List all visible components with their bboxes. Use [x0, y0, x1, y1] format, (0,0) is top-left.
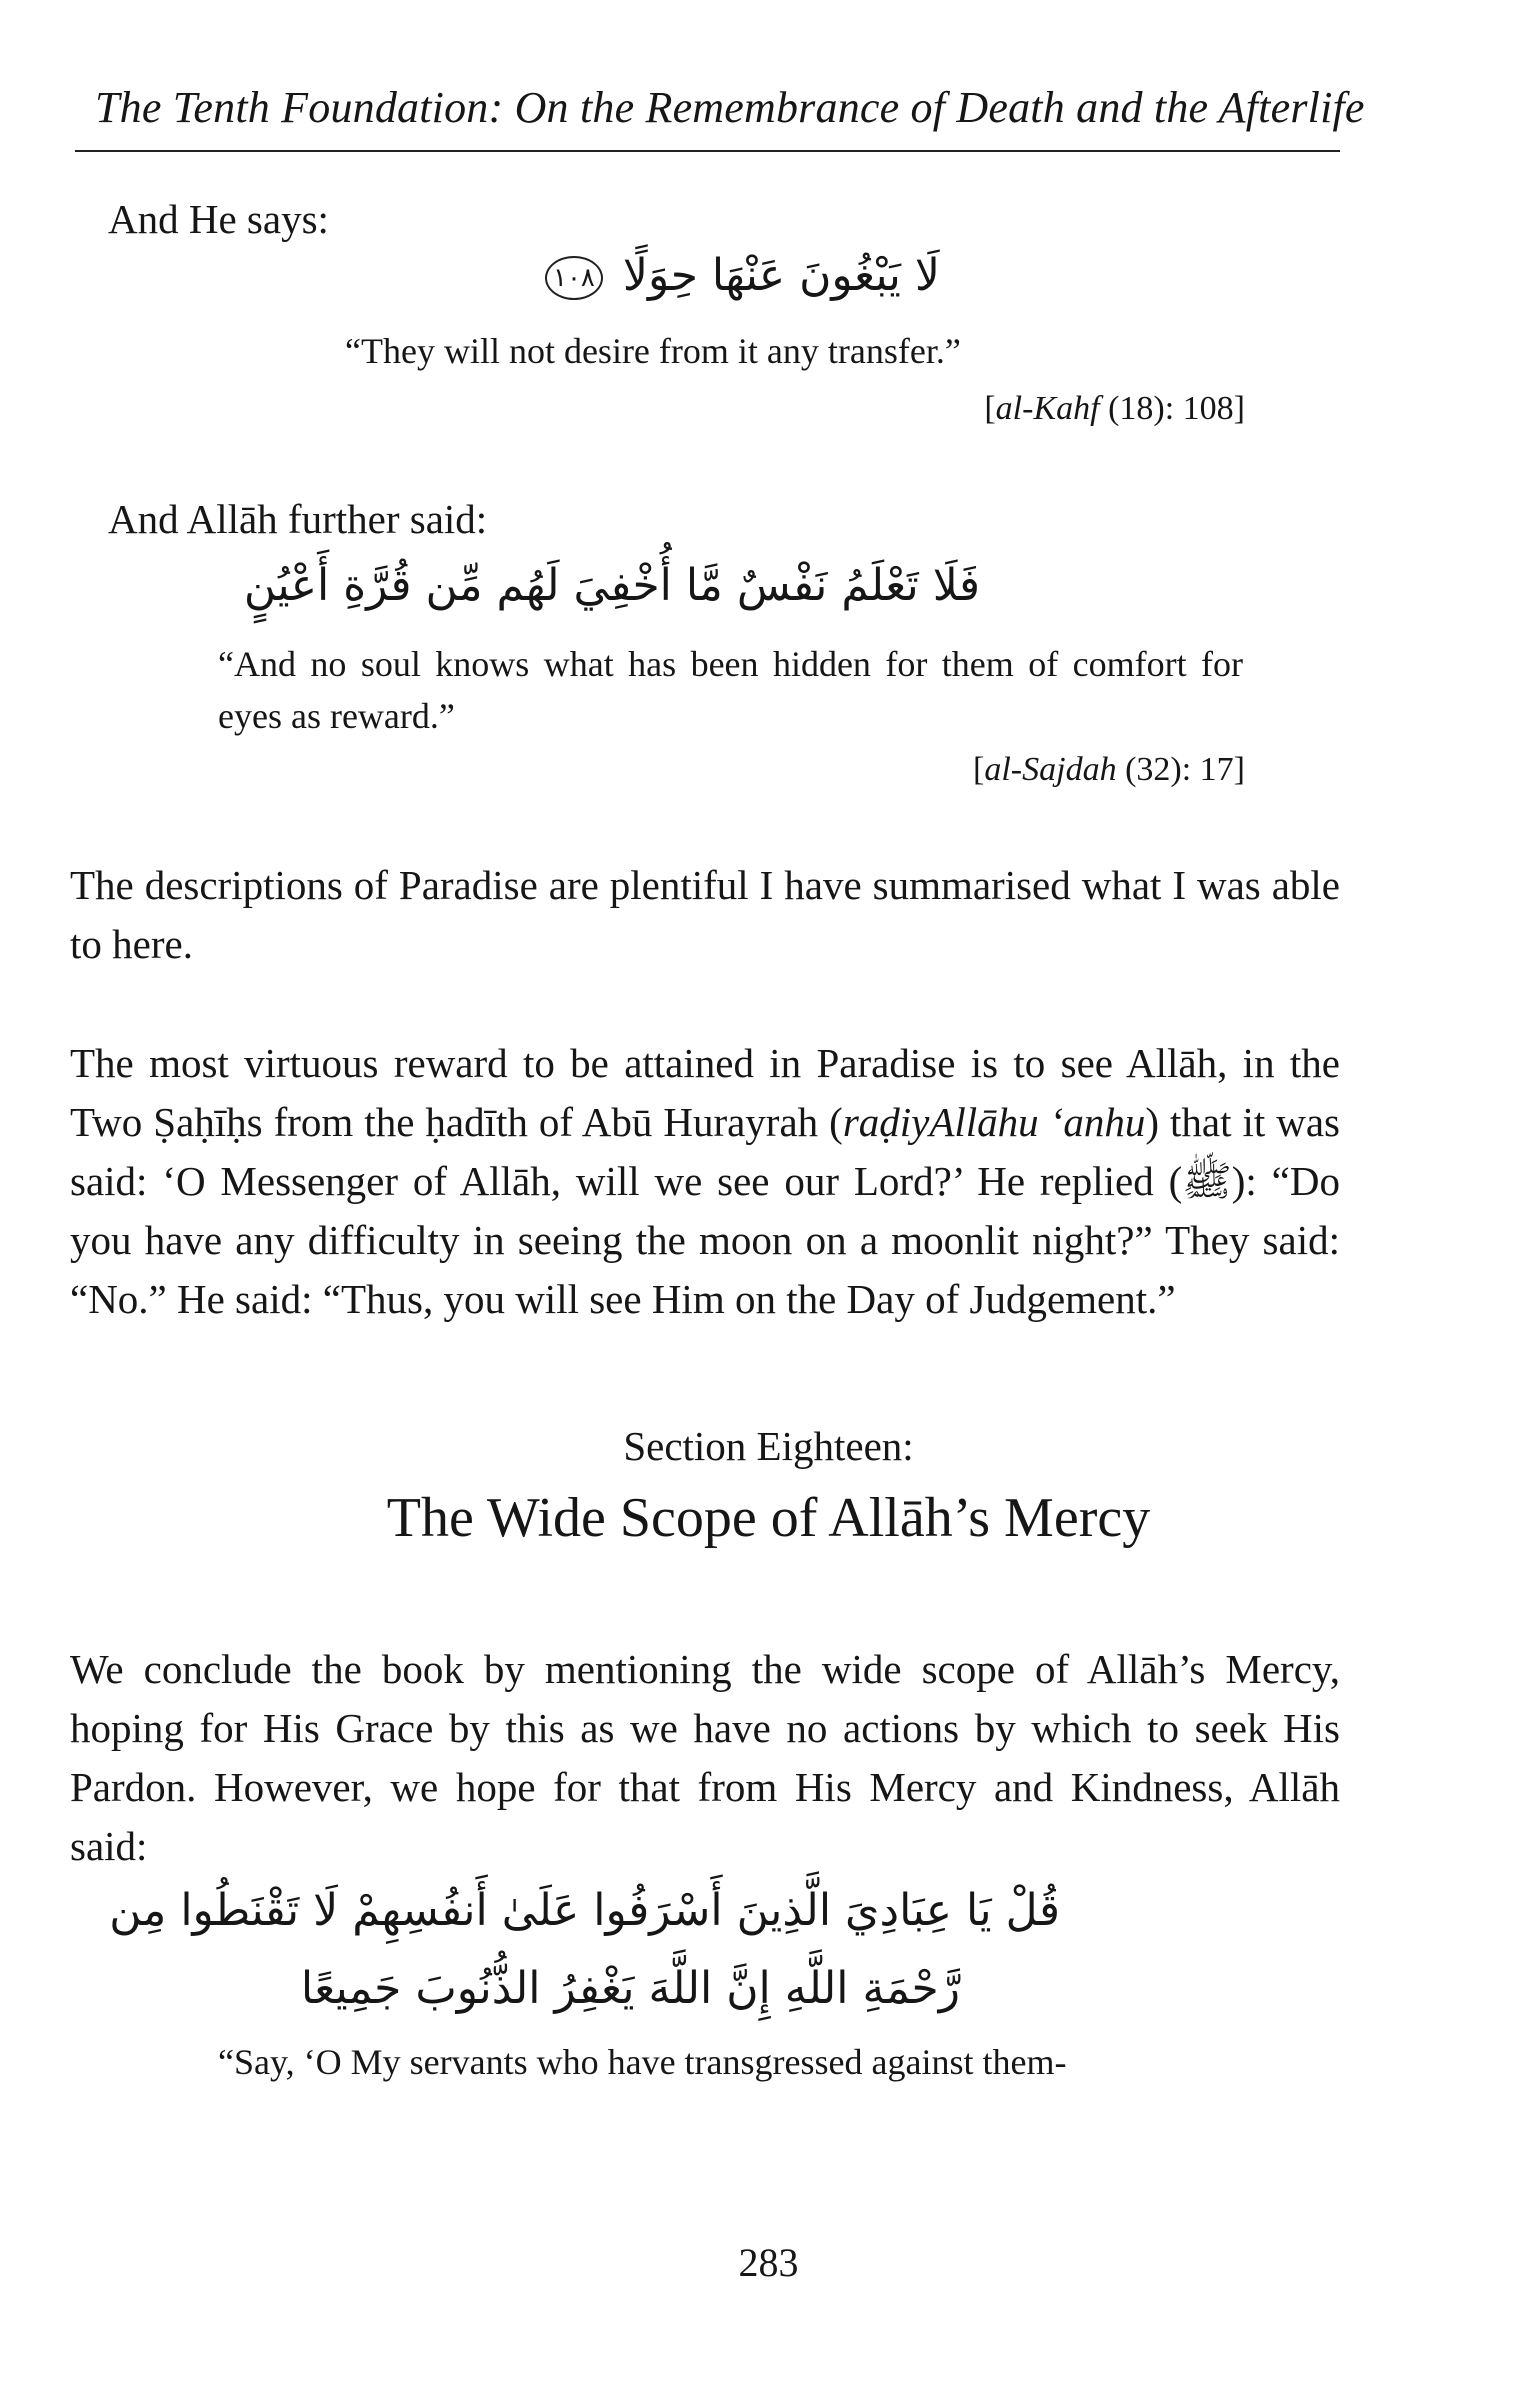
paragraph-virtuous-reward	[70, 1034, 1340, 1329]
paragraph-descriptions: The descriptions of Paradise are plentiful I have summarised what I was able to here.	[70, 862, 1340, 967]
intro-he-says: And He says:	[108, 196, 329, 242]
arabic-text: لَا يَبْغُونَ عَنْهَا حِوَلًا	[622, 250, 940, 301]
quran-verse-zumar-line1: قُلْ يَا عِبَادِيَ الَّذِينَ أَسْرَفُوا عَلَىٰ أَنفُسِهِمْ لَا تَقْنَطُوا مِن	[109, 1885, 1060, 1936]
surah-name: al-Kahf	[995, 390, 1100, 427]
intro-allah-further-said: And Allāh further said:	[108, 496, 488, 542]
ayah-number-marker: ١٠٨	[545, 256, 603, 300]
text-part: ): “Do you have any difficulty in seeing the moon on a moonlit night?” They said: “No.” He said: “Thus, you will see Him on the Day of Judgement.”	[70, 1158, 1340, 1322]
translation-zumar: “Say, ‘O My servants who have transgressed against them-	[218, 2042, 1067, 2082]
quran-verse-kahf	[553, 245, 940, 307]
verse-ref: (32): 17]	[1125, 751, 1245, 788]
section-title: The Wide Scope of Allāh’s Mercy	[386, 1487, 1151, 1549]
running-head: The Tenth Foundation: On the Remembrance of Death and the Afterlife	[95, 83, 1365, 132]
quran-verse-zumar-line2: رَّحْمَةِ اللَّهِ إِنَّ اللَّهَ يَغْفِرُ الذُّنُوبَ جَمِيعًا	[300, 1963, 960, 2014]
text-part: ) that it was said: ‘O Messenger of Allāh, will we see our Lord?’ He replied (	[70, 1099, 1340, 1204]
reference-sajdah: [al-Sajdah (32): 17]	[973, 751, 1245, 788]
verse-ref: (18): 108]	[1108, 390, 1245, 427]
quran-verse-sajdah: فَلَا تَعْلَمُ نَفْسٌ مَّا أُخْفِيَ لَهُم مِّن قُرَّةِ أَعْيُنٍ	[243, 560, 980, 611]
translation-kahf: “They will not desire from it any transfer.”	[345, 331, 961, 371]
salutation-glyph: ﷺ	[1182, 1158, 1232, 1204]
text-part: The most virtuous reward to be attained in Paradise is to see Allāh, in the Two Ṣaḥīḥs from the ḥadīth of Abū Hurayrah (	[70, 1040, 1340, 1145]
paragraph-conclusion: We conclude the book by mentioning the wide scope of Allāh’s Mercy, hoping for His Grace by this as we have no actions by which to seek His Pardon. However, we hope for that from His Mercy and Kindness, Allāh said:	[70, 1646, 1340, 1869]
reference-kahf: [al-Kahf (18): 108]	[984, 390, 1245, 427]
page-number: 283	[738, 2240, 799, 2285]
surah-name: al-Sajdah	[984, 751, 1117, 788]
section-label: Section Eighteen:	[623, 1423, 914, 1469]
header-rule	[75, 150, 1340, 152]
honorific: raḍiyAllāhu ‘anhu	[842, 1099, 1146, 1145]
translation-sajdah: “And no soul knows what has been hidden for them of comfort for eyes as reward.”	[218, 644, 1243, 736]
